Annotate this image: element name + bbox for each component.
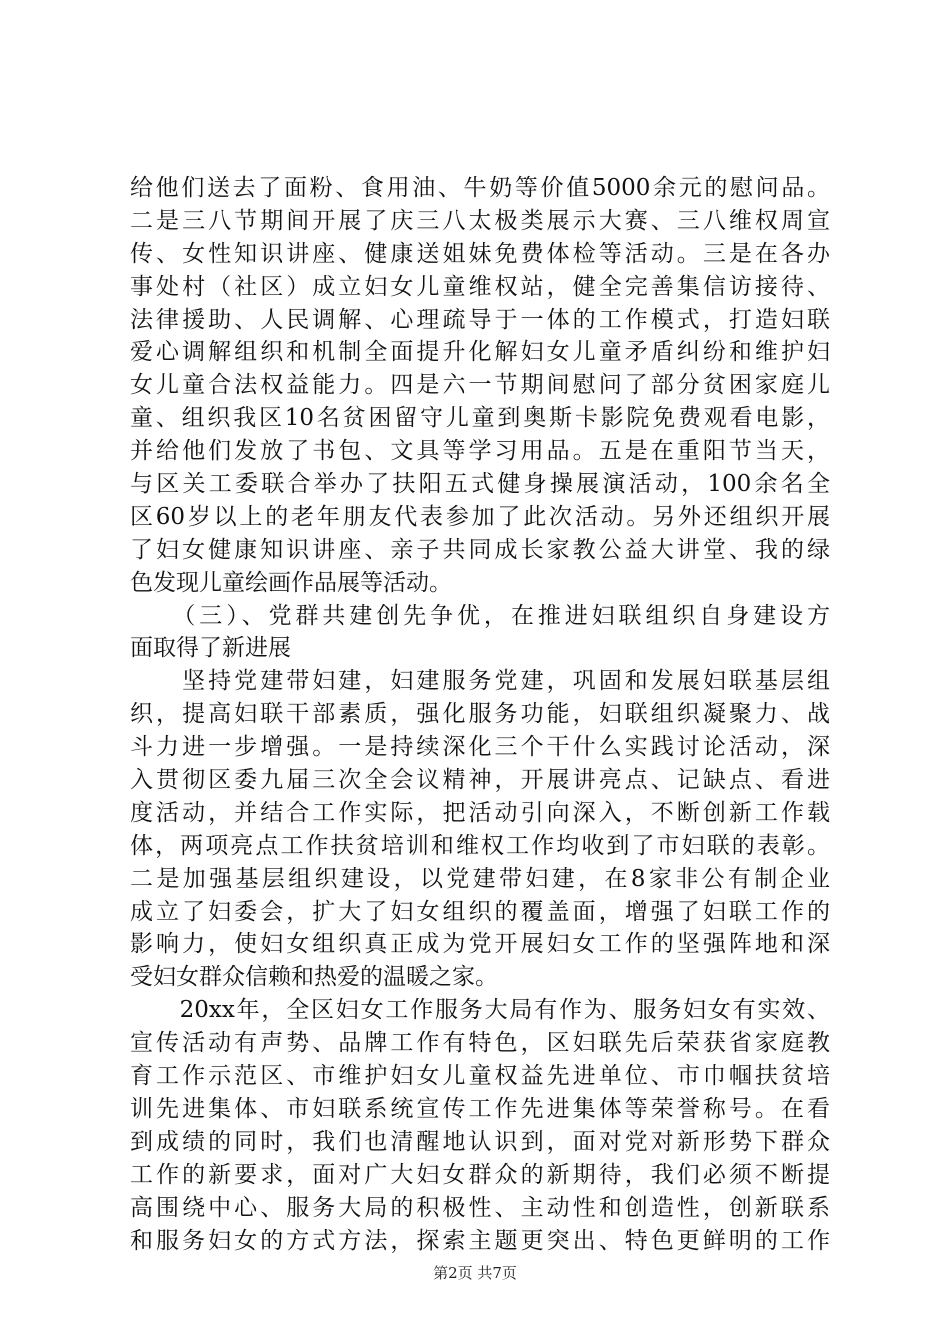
text-line: 入贯彻区委九届三次全会议精神，开展讲亮点、记缺点、看进	[130, 767, 830, 794]
text-line: 宣传活动有声势、品牌工作有特色，区妇联先后荣获省家庭教	[130, 1030, 830, 1057]
text-line: 工作的新要求，面对广大妇女群众的新期待，我们必须不断提	[130, 1161, 830, 1188]
text-line: 度活动，并结合工作实际，把活动引向深入，不断创新工作载	[130, 799, 830, 826]
text-line: 训先进集体、市妇联系统宣传工作先进集体等荣誉称号。在看	[130, 1095, 830, 1122]
text-line: 织，提高妇联干部素质，强化服务功能，妇联组织凝聚力、战	[130, 701, 830, 728]
text-line: 育工作示范区、市维护妇女儿童权益先进单位、市巾帼扶贫培	[130, 1063, 830, 1090]
text-line: （三）、党群共建创先争优，在推进妇联组织自身建设方	[130, 602, 830, 629]
text-line: 到成绩的同时，我们也清醒地认识到，面对党对新形势下群众	[130, 1128, 830, 1155]
text-line: 成立了妇委会，扩大了妇女组织的覆盖面，增强了妇联工作的	[130, 898, 830, 925]
text-line: 传、女性知识讲座、健康送姐妹免费体检等活动。三是在各办	[130, 240, 830, 267]
text-line: 色发现儿童绘画作品展等活动。	[130, 569, 452, 596]
text-line: 面取得了新进展	[130, 635, 291, 662]
text-line: 坚持党建带妇建，妇建服务党建，巩固和发展妇联基层组	[130, 668, 830, 695]
text-line: 给他们送去了面粉、食用油、牛奶等价值5000余元的慰问品。	[130, 175, 830, 201]
text-line: 区60岁以上的老年朋友代表参加了此次活动。另外还组织开展	[130, 503, 830, 530]
page-footer: 第2页 共7页	[433, 1264, 517, 1282]
text-line: 了妇女健康知识讲座、亲子共同成长家教公益大讲堂、我的绿	[130, 536, 830, 563]
text-line: 法律援助、人民调解、心理疏导于一体的工作模式，打造妇联	[130, 306, 830, 333]
body-text	[130, 172, 830, 1257]
text-line: 二是加强基层组织建设，以党建带妇建，在8家非公有制企业	[130, 865, 830, 892]
text-line: 高围绕中心、服务大局的积极性、主动性和创造性，创新联系	[130, 1194, 830, 1221]
text-line: 受妇女群众信赖和热爱的温暖之家。	[130, 964, 498, 991]
text-line: 事处村（社区）成立妇女儿童维权站，健全完善集信访接待、	[130, 273, 830, 300]
text-line: 和服务妇女的方式方法，探索主题更突出、特色更鲜明的工作	[130, 1227, 830, 1254]
text-line: 与区关工委联合举办了扶阳五式健身操展演活动，100余名全	[130, 471, 830, 498]
text-line: 童、组织我区10名贫困留守儿童到奥斯卡影院免费观看电影，	[130, 405, 830, 432]
text-line: 影响力，使妇女组织真正成为党开展妇女工作的坚强阵地和深	[130, 931, 830, 958]
text-line: 女儿童合法权益能力。四是六一节期间慰问了部分贫困家庭儿	[130, 372, 830, 399]
text-line: 20xx年，全区妇女工作服务大局有作为、服务妇女有实效、	[130, 997, 830, 1024]
text-line: 体，两项亮点工作扶贫培训和维权工作均收到了市妇联的表彰。	[130, 832, 830, 859]
text-line: 二是三八节期间开展了庆三八太极类展示大赛、三八维权周宣	[130, 207, 830, 234]
text-line: 爱心调解组织和机制全面提升化解妇女儿童矛盾纠纷和维护妇	[130, 339, 830, 366]
text-line: 并给他们发放了书包、文具等学习用品。五是在重阳节当天，	[130, 438, 830, 465]
text-line: 斗力进一步增强。一是持续深化三个干什么实践讨论活动，深	[130, 734, 830, 761]
